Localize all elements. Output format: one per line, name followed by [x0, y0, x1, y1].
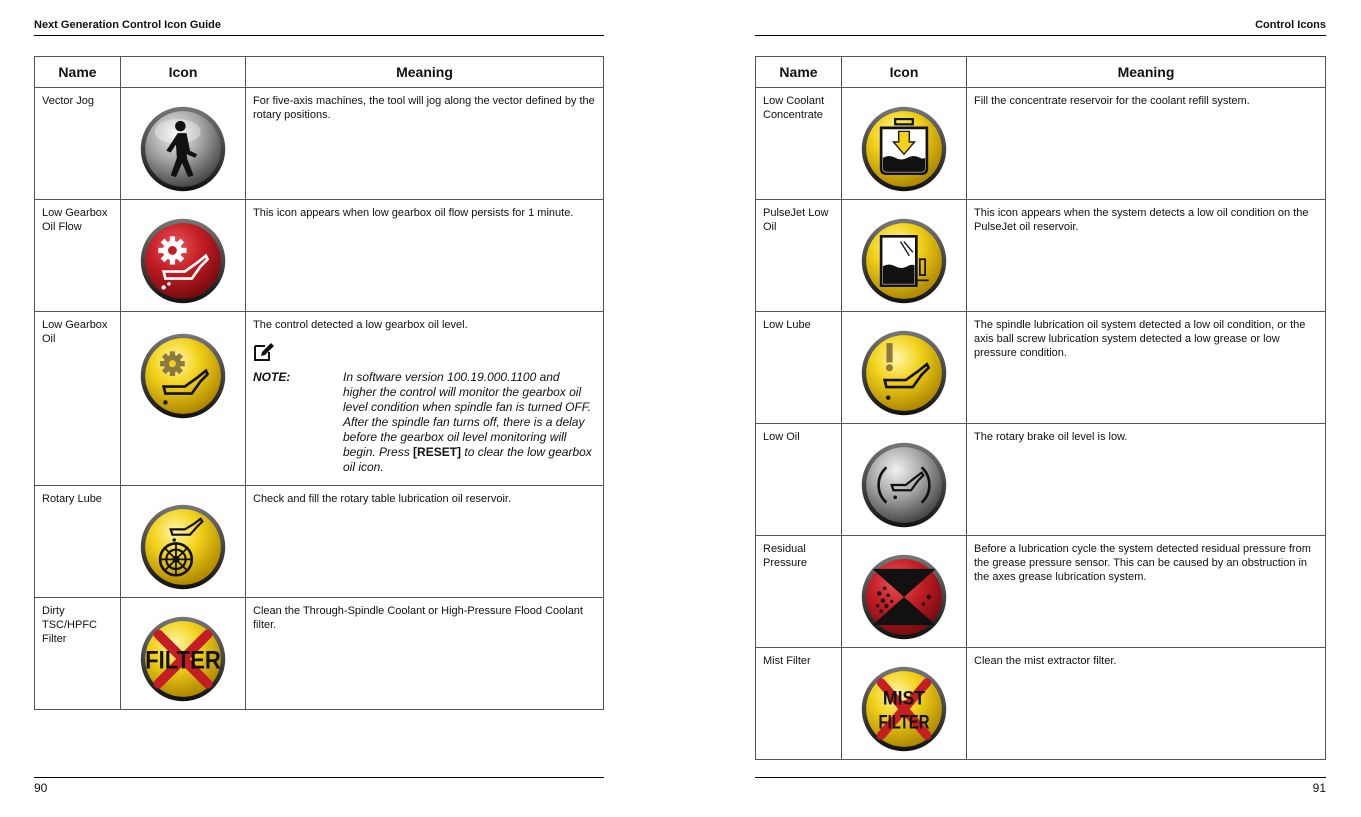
- note-block: [253, 342, 596, 475]
- icon-table: [34, 56, 604, 710]
- row-name: PulseJet Low Oil: [756, 200, 842, 312]
- row-name: Dirty TSC/HPFC Filter: [35, 598, 121, 710]
- row-name: Low Gearbox Oil Flow: [35, 200, 121, 312]
- low-gearbox-oil-icon: [139, 332, 227, 420]
- column-header-icon: Icon: [842, 57, 967, 88]
- table-row: [756, 200, 1326, 312]
- column-header-meaning: Meaning: [246, 57, 604, 88]
- row-icon-cell: [842, 88, 967, 200]
- row-icon-cell: [121, 88, 246, 200]
- row-name: Low Coolant Concentrate: [756, 88, 842, 200]
- low-lube-icon: [860, 329, 948, 417]
- row-meaning: The spindle lubrication oil system detected a low oil condition, or the axis ball screw lubrication system detected a low grease or low pressure condition.: [967, 312, 1326, 424]
- row-name: Low Gearbox Oil: [35, 312, 121, 486]
- note-label: NOTE:: [253, 370, 291, 384]
- table-row: [35, 200, 604, 312]
- mist-filter-icon: [860, 665, 948, 753]
- row-name: Vector Jog: [35, 88, 121, 200]
- filter-icon-text: FILTER: [145, 647, 222, 675]
- low-gearbox-oil-flow-icon: [139, 217, 227, 305]
- row-meaning: This icon appears when low gearbox oil flow persists for 1 minute.: [246, 200, 604, 312]
- table-header-row: [35, 57, 604, 88]
- row-meaning: Fill the concentrate reservoir for the coolant refill system.: [967, 88, 1326, 200]
- right-page: [755, 0, 1326, 817]
- dirty-filter-icon: [139, 615, 227, 703]
- row-icon-cell: [842, 200, 967, 312]
- table-row: [35, 598, 604, 710]
- row-meaning: Check and fill the rotary table lubrication oil reservoir.: [246, 486, 604, 598]
- row-icon-cell: [121, 486, 246, 598]
- row-meaning: This icon appears when the system detects a low oil condition on the PulseJet oil reservoir.: [967, 200, 1326, 312]
- row-icon-cell: [842, 648, 967, 760]
- footer-rule: [755, 777, 1326, 778]
- row-meaning: The rotary brake oil level is low.: [967, 424, 1326, 536]
- column-header-icon: Icon: [121, 57, 246, 88]
- table-header-row: [756, 57, 1326, 88]
- note-text: In software version 100.19.000.1100 and higher the control will monitor the gearbox oil level condition when spindle fan is turned OFF. After the spindle fan turns off, there is a delay before the gearbox oil level monitoring will begin. Press [RESET] to clear the low gearbox oil icon.: [343, 370, 592, 474]
- row-meaning: Clean the mist extractor filter.: [967, 648, 1326, 760]
- footer-rule: [34, 777, 604, 778]
- icon-table: [755, 56, 1326, 760]
- page-number: 91: [1312, 781, 1326, 795]
- row-name: Low Lube: [756, 312, 842, 424]
- row-icon-cell: [121, 312, 246, 486]
- table-row: [756, 424, 1326, 536]
- header-title: Next Generation Control Icon Guide: [34, 19, 222, 31]
- low-oil-icon: [860, 441, 948, 529]
- row-icon-cell: [121, 200, 246, 312]
- row-icon-cell: [842, 312, 967, 424]
- row-icon-cell: [121, 598, 246, 710]
- row-icon-cell: [842, 424, 967, 536]
- page-number: 90: [34, 781, 48, 795]
- left-page: [34, 0, 604, 817]
- low-coolant-concentrate-icon: [860, 105, 948, 193]
- row-name: Mist Filter: [756, 648, 842, 760]
- table-row: [35, 312, 604, 486]
- row-icon-cell: [842, 536, 967, 648]
- rotary-lube-icon: [139, 503, 227, 591]
- header-rule: [755, 35, 1326, 36]
- row-meaning: For five-axis machines, the tool will jog along the vector defined by the rotary positions.: [246, 88, 604, 200]
- row-meaning: The control detected a low gearbox oil level.: [253, 319, 468, 331]
- column-header-name: Name: [756, 57, 842, 88]
- reset-key: [RESET]: [413, 445, 462, 459]
- table-row: [756, 88, 1326, 200]
- note-pencil-icon: [253, 342, 275, 362]
- row-meaning-cell: [246, 312, 604, 486]
- table-row: [35, 88, 604, 200]
- table-row: [35, 486, 604, 598]
- header-rule: [34, 35, 604, 36]
- column-header-name: Name: [35, 57, 121, 88]
- vector-jog-icon: [139, 105, 227, 193]
- table-row: [756, 312, 1326, 424]
- row-name: Residual Pressure: [756, 536, 842, 648]
- table-row: [756, 536, 1326, 648]
- row-name: Rotary Lube: [35, 486, 121, 598]
- header-title: Control Icons: [1255, 19, 1326, 31]
- pulsejet-low-oil-icon: [860, 217, 948, 305]
- row-name: Low Oil: [756, 424, 842, 536]
- column-header-meaning: Meaning: [967, 57, 1326, 88]
- mist-icon-text: MIST: [882, 687, 926, 710]
- table-row: [756, 648, 1326, 760]
- row-meaning: Clean the Through-Spindle Coolant or High-Pressure Flood Coolant filter.: [246, 598, 604, 710]
- row-meaning: Before a lubrication cycle the system detected residual pressure from the grease pressure sensor. This can be caused by an obstruction in the axes grease lubrication system.: [967, 536, 1326, 648]
- filter-icon-text: FILTER: [878, 711, 930, 734]
- residual-pressure-icon: [860, 553, 948, 641]
